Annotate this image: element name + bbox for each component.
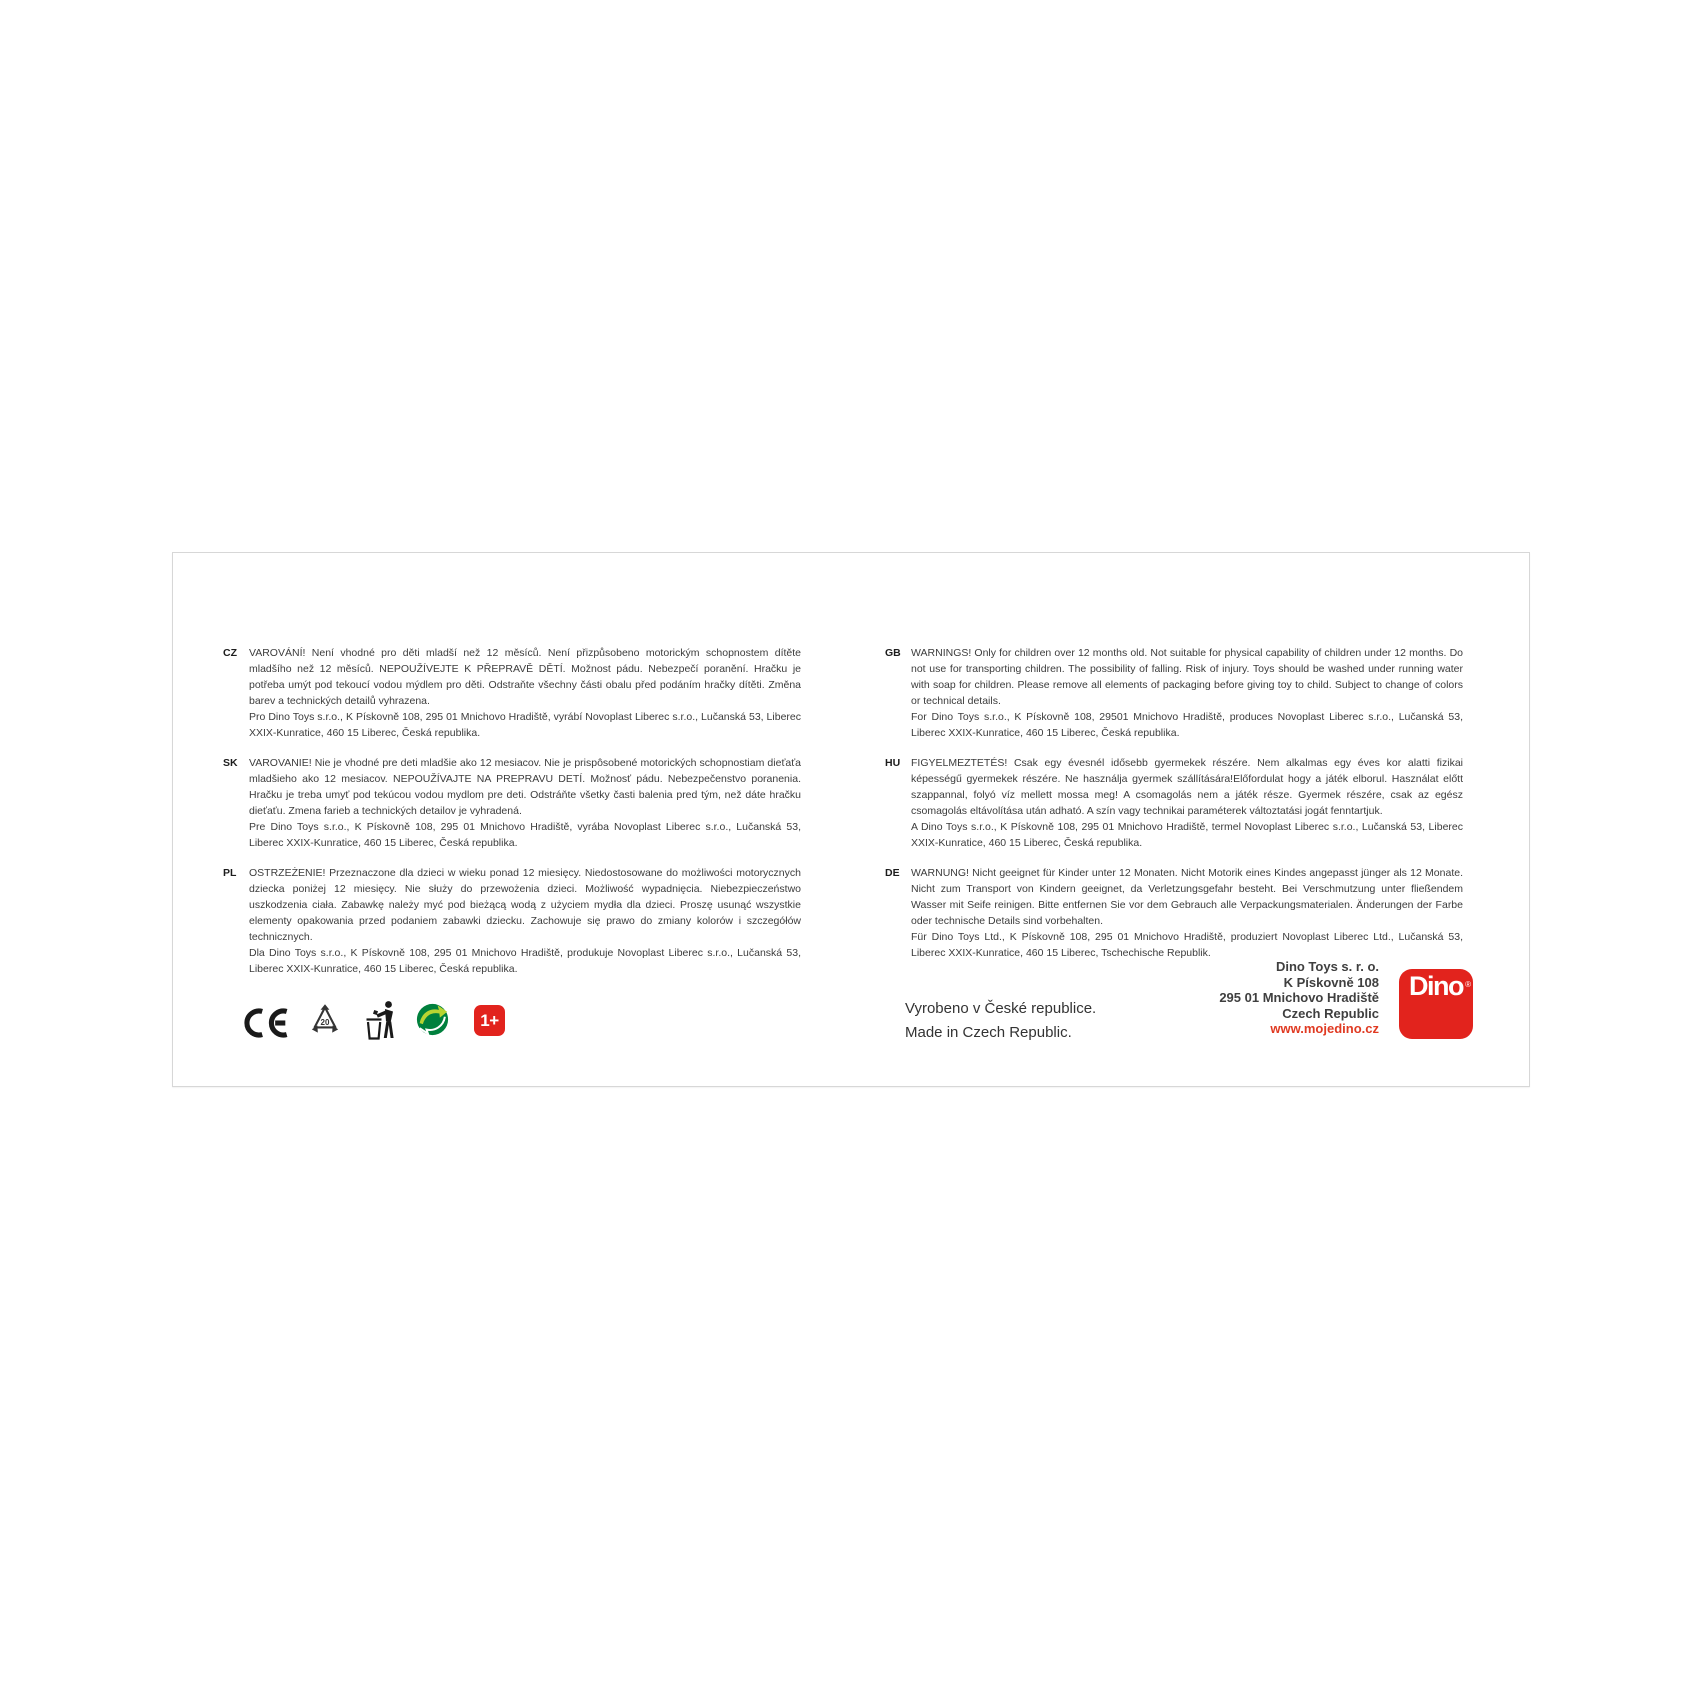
age-recommendation-text: 1+	[480, 1010, 499, 1030]
warning-block-sk	[223, 755, 801, 851]
language-code-pl: PL	[223, 867, 237, 879]
recycling-triangle-icon	[309, 1003, 341, 1039]
warning-block-gb	[885, 645, 1463, 741]
dino-logo	[1399, 969, 1473, 1039]
company-name: Dino Toys s. r. o.	[1275, 959, 1379, 974]
right-column	[885, 645, 1463, 975]
language-code-sk: SK	[223, 757, 238, 769]
registered-trademark-icon: ®	[1465, 980, 1471, 989]
dino-logo-text: Dino ®	[1409, 971, 1471, 1001]
made-in-text	[905, 997, 1096, 1045]
company-city: 295 01 Mnichovo Hradiště	[1219, 990, 1379, 1005]
left-column	[223, 645, 801, 991]
age-recommendation-badge	[474, 1005, 505, 1036]
warning-block-de	[885, 865, 1463, 961]
manufacturer-address-gb: For Dino Toys s.r.o., K Pískovně 108, 29501 Mnichovo Hradiště, produces Novoplast Liberec s.r.o., Lučanská 53, Liberec XXIX-Kunratice, 460 15 Liberec, Česká republika.	[911, 711, 1463, 739]
ce-mark-icon	[241, 1005, 289, 1041]
manufacturer-address-cz: Pro Dino Toys s.r.o., K Pískovně 108, 295 01 Mnichovo Hradiště, vyrábí Novoplast Liberec s.r.o., Lučanská 53, Liberec XXIX-Kunratice, 460 15 Liberec, Česká republika.	[249, 711, 801, 739]
warning-text-pl: OSTRZEŻENIE! Przeznaczone dla dzieci w wieku ponad 12 miesięcy. Niedostosowane do możliwości motorycznych dziecka poniżej 12 miesięcy. Nie służy do przewożenia dzieci. Możliwość wypadnięcia. Niebezpieczeństwo uszkodzenia ciała. Zabawkę należy myć pod bieżącą wodą z użyciem mydła dla dzieci. Proszę usunąć wszystkie elementy opakowania przed podaniem zabawki dziecku. Zachowuje się prawo do zmiany kolorów i szczegółów technicznych.	[249, 867, 801, 943]
warning-text-de: WARNUNG! Nicht geeignet für Kinder unter 12 Monaten. Nicht Motorik eines Kindes angepasst jünger als 12 Monate. Nicht zum Transport von Kindern geeignet, da Verletzungsgefahr besteht. Bei Verschmutzung unter fließendem Wasser mit Seife reinigen. Bitte entfernen Sie vor dem Gebrauch alle Verpackungsmaterialen. Änderungen der Farbe oder technische Details sind vorbehalten.	[911, 867, 1463, 927]
warning-text-hu: FIGYELMEZTETÉS! Csak egy évesnél idősebb gyermekek részére. Nem alkalmas egy éves kor alatti fizikai képességű gyermekek részére. Ne használja gyermek szállítására!Előfordulat hogy a játék elborul. Használat előtt szappannal, folyó víz mellett mossa meg! A csomagolás nem a játék része. Gyermek részére, csak az egész csomagolás eltávolítása után adható. A szín vagy technikai paraméterek változtatási jogát fenntartjuk.	[911, 757, 1463, 817]
manufacturer-address-hu: A Dino Toys s.r.o., K Pískovně 108, 295 01 Mnichovo Hradiště, termel Novoplast Liberec s.r.o., Lučanská 53, Liberec XXIX-Kunratice, 460 15 Liberec, Česká republika.	[911, 821, 1463, 849]
company-website: www.mojedino.cz	[1270, 1021, 1379, 1036]
recycling-code: 20	[320, 1018, 330, 1027]
manufacturer-address-sk: Pre Dino Toys s.r.o., K Pískovně 108, 295 01 Mnichovo Hradiště, vyrába Novoplast Liberec s.r.o., Lučanská 53, Liberec XXIX-Kunratice, 460 15 Liberec, Česká republika.	[249, 821, 801, 849]
language-code-de: DE	[885, 867, 900, 879]
made-in-line-cz: Vyrobeno v České republice.	[905, 1000, 1097, 1017]
language-code-gb: GB	[885, 647, 901, 659]
manufacturer-address-pl: Dla Dino Toys s.r.o., K Pískovně 108, 295 01 Mnichovo Hradiště, produkuje Novoplast Liberec s.r.o., Lučanská 53, Liberec XXIX-Kunratice, 460 15 Liberec, Česká republika.	[249, 947, 801, 975]
warning-text-gb: WARNINGS! Only for children over 12 months old. Not suitable for physical capability of children under 12 months. Do not use for transporting children. The possibility of falling. Risk of injury. Toys should be washed under running water with soap for children. Please remove all elements of packaging before giving toy to child. Subject to change of colors or technical details.	[911, 647, 1463, 707]
made-in-line-en: Made in Czech Republic.	[905, 1024, 1072, 1041]
language-code-hu: HU	[885, 757, 901, 769]
green-dot-icon	[416, 1003, 449, 1036]
warning-text-cz: VAROVÁNÍ! Není vhodné pro děti mladší než 12 měsíců. Není přizpůsobeno motorickým schopnostem dítěte mladšího než 12 měsíců. NEPOUŽÍVEJTE K PŘEPRAVĚ DĚTÍ. Možnost pádu. Nebezpečí poranění. Hračku je potřeba umýt pod tekoucí vodou mýdlem pro děti. Odstraňte všechny části obalu před podáním hračky dítěti. Změna barev a technických detailů vyhrazena.	[249, 647, 801, 707]
warning-text-sk: VAROVANIE! Nie je vhodné pre deti mladšie ako 12 mesiacov. Nie je prispôsobené motorických schopnostiam dieťaťa mladšieho ako 12 mesiacov. NEPOUŽÍVAJTE NA PREPRAVU DETÍ. Možnosť pádu. Nebezpečenstvo poranenia. Hračku je treba umyť pod tekúcou vodou mydlom pre deti. Odstráňte všetky časti balenia pred tým, než dáte hračku dieťaťu. Zmena farieb a technických detailov je vyhradená.	[249, 757, 801, 817]
manufacturer-address-de: Für Dino Toys Ltd., K Pískovně 108, 295 01 Mnichovo Hradiště, produziert Novoplast Liberec Ltd., Lučanská 53, Liberec XXIX-Kunratice, 460 15 Liberec, Tschechische Republik.	[911, 931, 1463, 959]
tidy-man-icon	[362, 999, 398, 1041]
warning-block-pl	[223, 865, 801, 977]
warnings-panel	[172, 552, 1530, 1087]
language-code-cz: CZ	[223, 647, 237, 659]
warning-block-hu	[885, 755, 1463, 851]
company-country: Czech Republic	[1282, 1005, 1379, 1021]
warning-block-cz	[223, 645, 801, 741]
company-street: K Pískovně 108	[1283, 974, 1379, 990]
company-address-block	[1073, 959, 1379, 1037]
